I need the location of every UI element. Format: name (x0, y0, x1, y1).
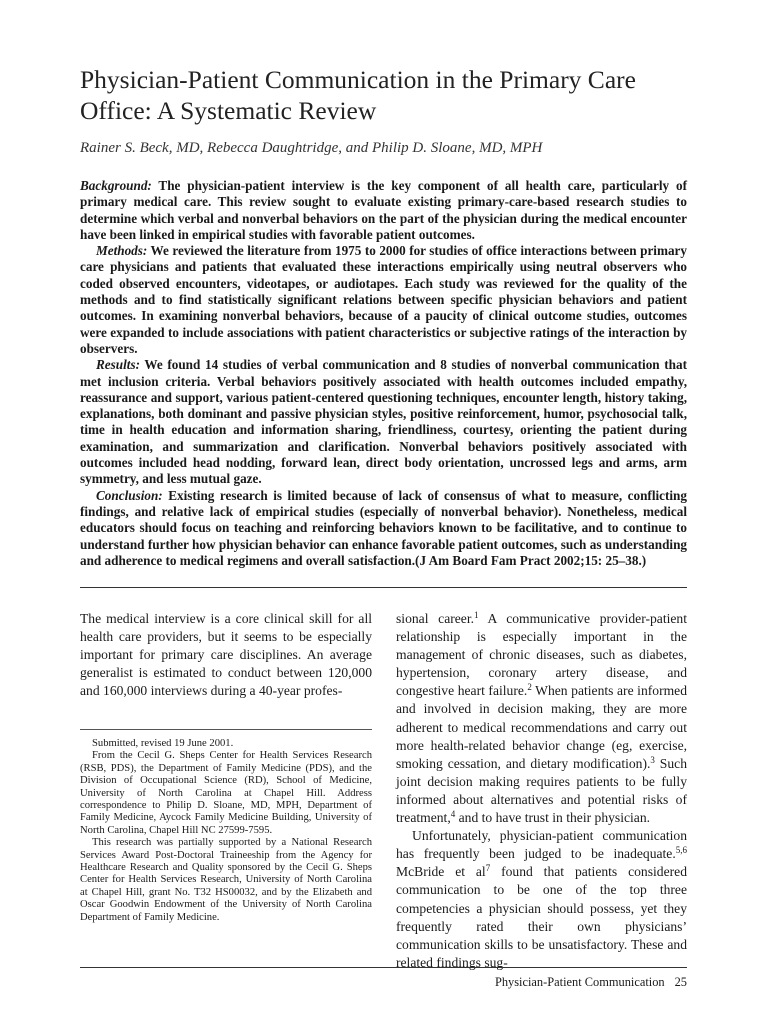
abstract-background (80, 178, 687, 243)
background-label: Background: (80, 178, 152, 193)
citation-ref: 3 (650, 754, 655, 765)
abstract-methods (80, 243, 687, 357)
citation-ref: 1 (474, 610, 479, 620)
results-text: We found 14 studies of verbal communication and 8 studies of nonverbal communication that met inclusion criteria. Verbal behaviors positively associated with health outcomes included empathy, reassurance and support, various patient-centered questioning techniques, encounter length, history taking, explanations, both dominant and passive physician styles, positive reinforcement, humor, psychosocial talk, time in health education and information sharing, friendliness, courtesy, orienting the patient during examination, and summarization and clarification. Nonverbal behaviors positively associated with outcomes included head nodding, forward lean, direct body orientation, uncrossed legs and arms, arm symmetry, and less mutual gaze. (80, 357, 687, 487)
body-column-left (80, 610, 372, 700)
text-run: Such joint decision making requires patients to be fully informed about alternatives and potential risks of treatment, (396, 755, 687, 826)
abstract-results (80, 357, 687, 487)
text-run: and to have trust in their physician. (455, 810, 651, 826)
footer-divider (80, 967, 687, 968)
footnote-support: This research was partially supported by a National Research Services Award Post-Doctoral Traineeship from the Agency for Healthcare Research and Quality sponsored by the Cecil G. Sheps Center for Health Services Research, University of North Carolina at Chapel Hill, grant No. T32 HS00032, and by the Elizabeth and Oscar Goodwin Endowment of the University of North Carolina Department of Family Medicine. (80, 837, 372, 923)
text-run: McBride et al (396, 864, 486, 880)
methods-text: We reviewed the literature from 1975 to 2000 for studies of office interactions between primary care physicians and patients that evaluated these interactions empirically using neutral observers who coded observed encounters, videotapes, or audiotapes. Each study was reviewed for the quality of the methods and to find statistically significant relations between specific physician behaviors and patient outcomes. In examining nonverbal behaviors, because of a paucity of clinical outcome studies, outcomes were expanded to include associations with patient characteristics or subjective ratings of the interaction by observers. (80, 243, 687, 356)
abstract-divider (80, 587, 687, 588)
body-paragraph-1 (396, 610, 687, 827)
article-title: Physician-Patient Communication in the Primary Care Office: A Systematic Review (80, 65, 636, 125)
results-label: Results: (96, 357, 140, 373)
text-run: Unfortunately, physician-patient communication has frequently been judged to be inadequate. (396, 828, 687, 862)
conclusion-label: Conclusion: (96, 487, 163, 503)
footnotes (80, 738, 372, 924)
text-run: sional career. (396, 611, 474, 626)
footnote-submitted: Submitted, revised 19 June 2001. (92, 738, 234, 749)
footnote-divider (80, 729, 372, 730)
intro-paragraph: The medical interview is a core clinical skill for all health care providers, but it seems to be especially important for primary care disciplines. An average generalist is estimated to conduct between 120,000 and 160,000 interviews during a 40-year profes- (80, 611, 372, 699)
abstract (80, 178, 687, 569)
methods-label: Methods: (96, 243, 148, 259)
citation-ref: 7 (485, 863, 491, 874)
body-column-right (396, 610, 687, 972)
page-number: 25 (674, 975, 687, 989)
background-text: The physician-patient interview is the key component of all health care, particularly of primary medical care. This review sought to evaluate existing primary-care-based research studies to determine which verbal and nonverbal behaviors on the part of the physician during the medical encounter have been linked in empirical studies with favorable patient outcomes. (80, 178, 687, 242)
conclusion-text: Existing research is limited because of lack of consensus of what to measure, conflicting findings, and relative lack of empirical studies (especially of nonverbal behavior). Nonetheless, medical educators should focus on teaching and reinforcing behaviors known to be facilitative, and to continue to understand further how physician behavior can enhance favorable patient outcomes, such as understanding and adherence to medical regimens and overall satisfaction. (80, 487, 687, 568)
citation: (J Am Board Fam Pract 2002;15: 25–38.) (415, 552, 647, 568)
citation-ref: 5,6 (675, 845, 687, 856)
author-list: Rainer S. Beck, MD, Rebecca Daughtridge, and Philip D. Sloane, MD, MPH (80, 140, 543, 156)
running-title: Physician-Patient Communication (494, 975, 665, 989)
abstract-conclusion (80, 488, 687, 569)
citation-ref: 4 (450, 809, 456, 820)
citation-ref: 2 (527, 682, 532, 693)
running-footer (495, 974, 687, 990)
text-run: found that patients considered communication to be one of the top three competencies a physician should possess, yet they frequently rated their own physicians’ communication skills to be unsatisfactory. These and related findings sug- (396, 864, 687, 970)
body-paragraph-2 (396, 827, 687, 972)
text-run: When patients are informed and involved in decision making, they are more adherent to medical recommendations and carry out more health-related behavior change (eg, exercise, smoking cessation, and dietary modification). (396, 683, 687, 771)
footnote-affiliation: From the Cecil G. Sheps Center for Health Services Research (RSB, PDS), the Department of Family Medicine (PDS), and the Division of Occupational Science (RD), School of Medicine, University of North Carolina at Chapel Hill. Address correspondence to Philip D. Sloane, MD, MPH, Department of Family Medicine, Aycock Family Medicine Building, University of North Carolina, Chapel Hill NC 27599-7595. (80, 750, 372, 836)
text-run: A communicative provider-patient relationship is especially important in the management of chronic diseases, such as diabetes, hypertension, coronary artery disease, and congestive heart failure. (396, 611, 687, 699)
